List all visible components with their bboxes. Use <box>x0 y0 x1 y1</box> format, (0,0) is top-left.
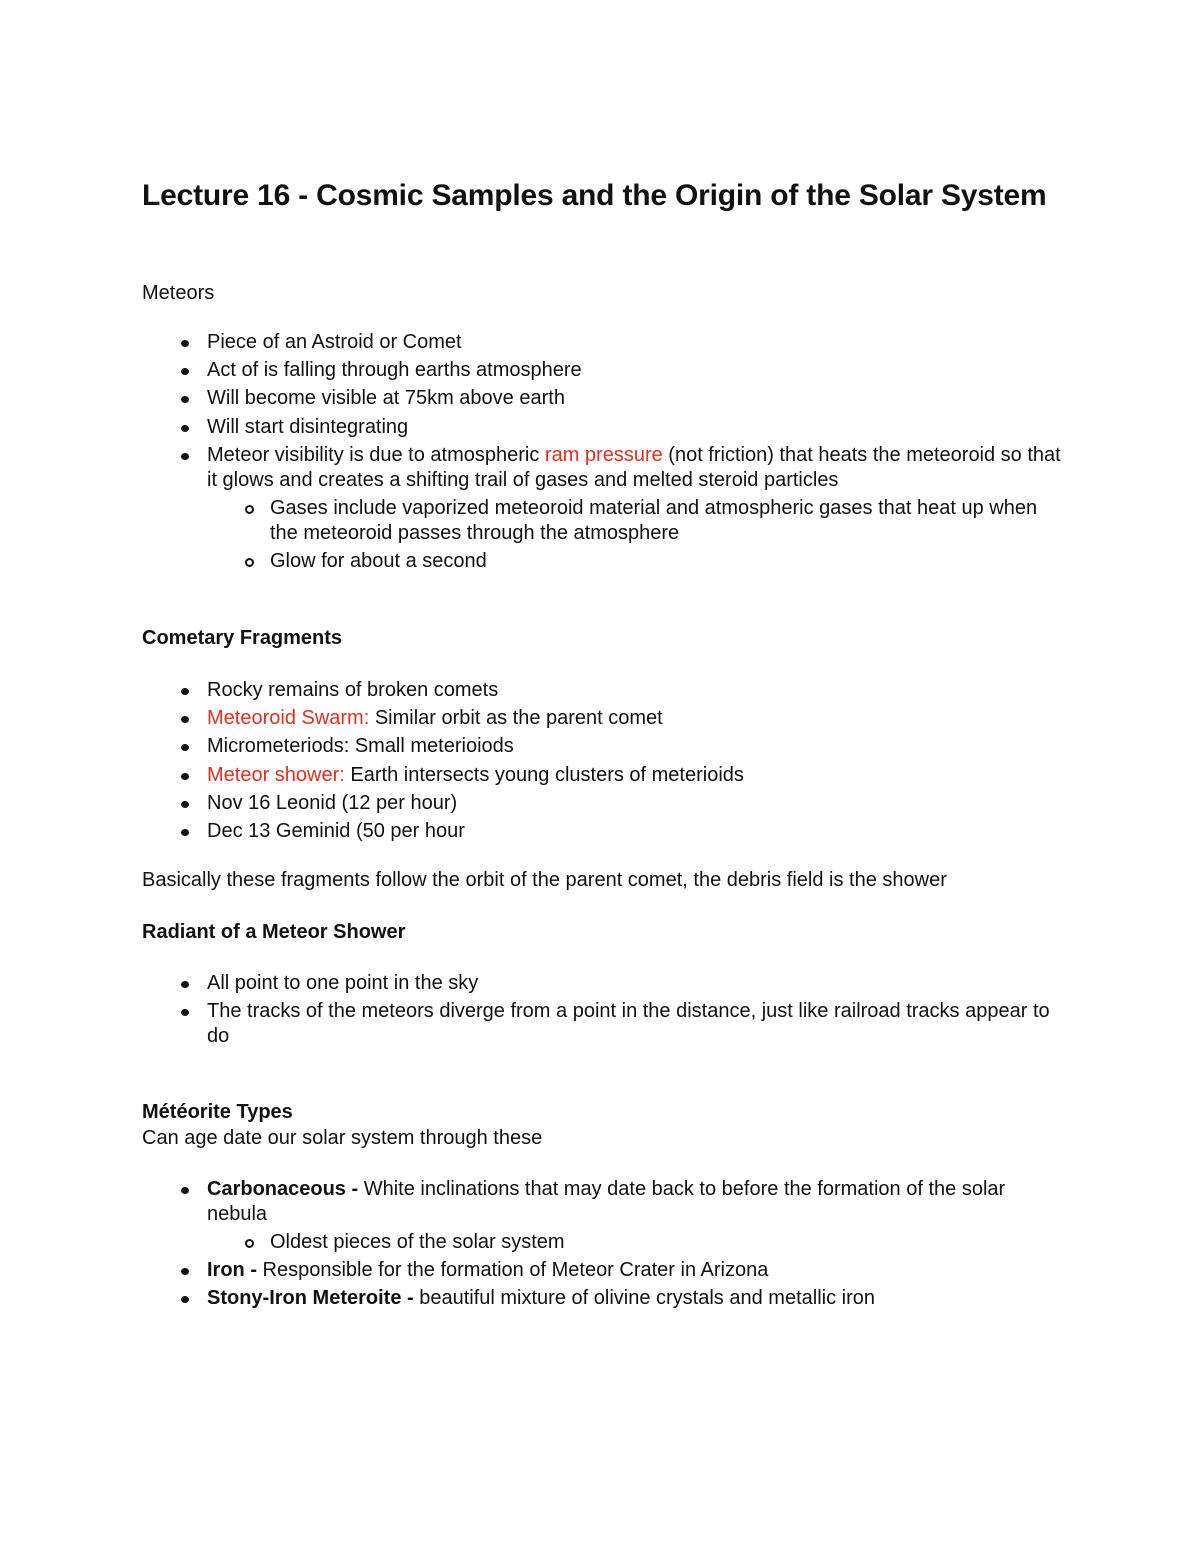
carbonaceous-term: Carbonaceous - <box>207 1178 359 1200</box>
stony-iron-description: beautiful mixture of olivine crystals and metallic iron <box>413 1287 875 1310</box>
swarm-description: Similar orbit as the parent comet <box>369 707 663 730</box>
section-label-meteors: Meteors <box>142 282 215 304</box>
list-item: Dec 13 Geminid (50 per hour <box>142 819 1062 844</box>
sub-list-item: Gases include vaporized meteoroid material and atmospheric gases that heat up when the meteoroid passes through the atmosphere <box>207 496 1062 546</box>
meteoroid-swarm-term: Meteoroid Swarm: <box>207 707 370 730</box>
list-item: Micrometeriods: Small meterioiods <box>142 734 1062 759</box>
visibility-text-before: Meteor visibility is due to atmospheric <box>207 443 545 466</box>
iron-description: Responsible for the formation of Meteor Crater in Arizona <box>257 1259 769 1282</box>
meteors-list <box>142 330 1062 577</box>
list-item: Will start disintegrating <box>142 415 1062 440</box>
cometary-list <box>142 678 1062 847</box>
list-item-swarm <box>142 706 1062 731</box>
list-item: Will become visible at 75km above earth <box>142 386 1062 411</box>
list-item-stony-iron <box>142 1286 1062 1311</box>
carbonaceous-description: White inclinations that may date back to before the formation of the solar nebula <box>207 1178 1006 1225</box>
stony-iron-term: Stony-Iron Meteroite - <box>207 1287 414 1310</box>
list-item: Act of is falling through earths atmosphere <box>142 358 1062 383</box>
cometary-summary: Basically these fragments follow the orbit of the parent comet, the debris field is the shower <box>142 869 947 891</box>
list-item-visibility <box>142 443 1062 574</box>
meteorite-types-list <box>142 1177 1062 1315</box>
sub-list-item: Glow for about a second <box>207 549 1062 574</box>
radiant-list <box>142 971 1062 1052</box>
list-item: All point to one point in the sky <box>142 971 1062 996</box>
section-heading-cometary-fragments: Cometary Fragments <box>142 627 343 649</box>
section-heading-meteorite-types: Météorite Types <box>142 1101 293 1123</box>
page-title: Lecture 16 - Cosmic Samples and the Origin of the Solar System <box>142 179 1047 212</box>
visibility-sub-list <box>207 496 1062 574</box>
shower-description: Earth intersects young clusters of meterioids <box>344 763 744 786</box>
visibility-text-after: (not friction) that heats the meteoroid so that it glows and creates a shifting trail of gases and melted steroid particles <box>207 443 1061 491</box>
list-item: Nov 16 Leonid (12 per hour) <box>142 791 1062 816</box>
meteor-shower-term: Meteor shower: <box>207 763 345 786</box>
carbonaceous-sub-list <box>207 1230 1057 1255</box>
meteorite-types-intro: Can age date our solar system through these <box>142 1127 543 1149</box>
ram-pressure-term: ram pressure <box>544 443 663 466</box>
list-item-iron <box>142 1258 1062 1283</box>
list-item: Piece of an Astroid or Comet <box>142 330 1062 355</box>
list-item: Rocky remains of broken comets <box>142 678 1062 703</box>
list-item-shower <box>142 763 1062 788</box>
iron-term: Iron - <box>207 1259 257 1282</box>
list-item-carbonaceous <box>142 1177 1057 1255</box>
sub-list-item: Oldest pieces of the solar system <box>207 1230 1057 1255</box>
list-item: The tracks of the meteors diverge from a point in the distance, just like railroad tracks appear to do <box>142 999 1057 1049</box>
section-heading-radiant: Radiant of a Meteor Shower <box>142 921 406 943</box>
